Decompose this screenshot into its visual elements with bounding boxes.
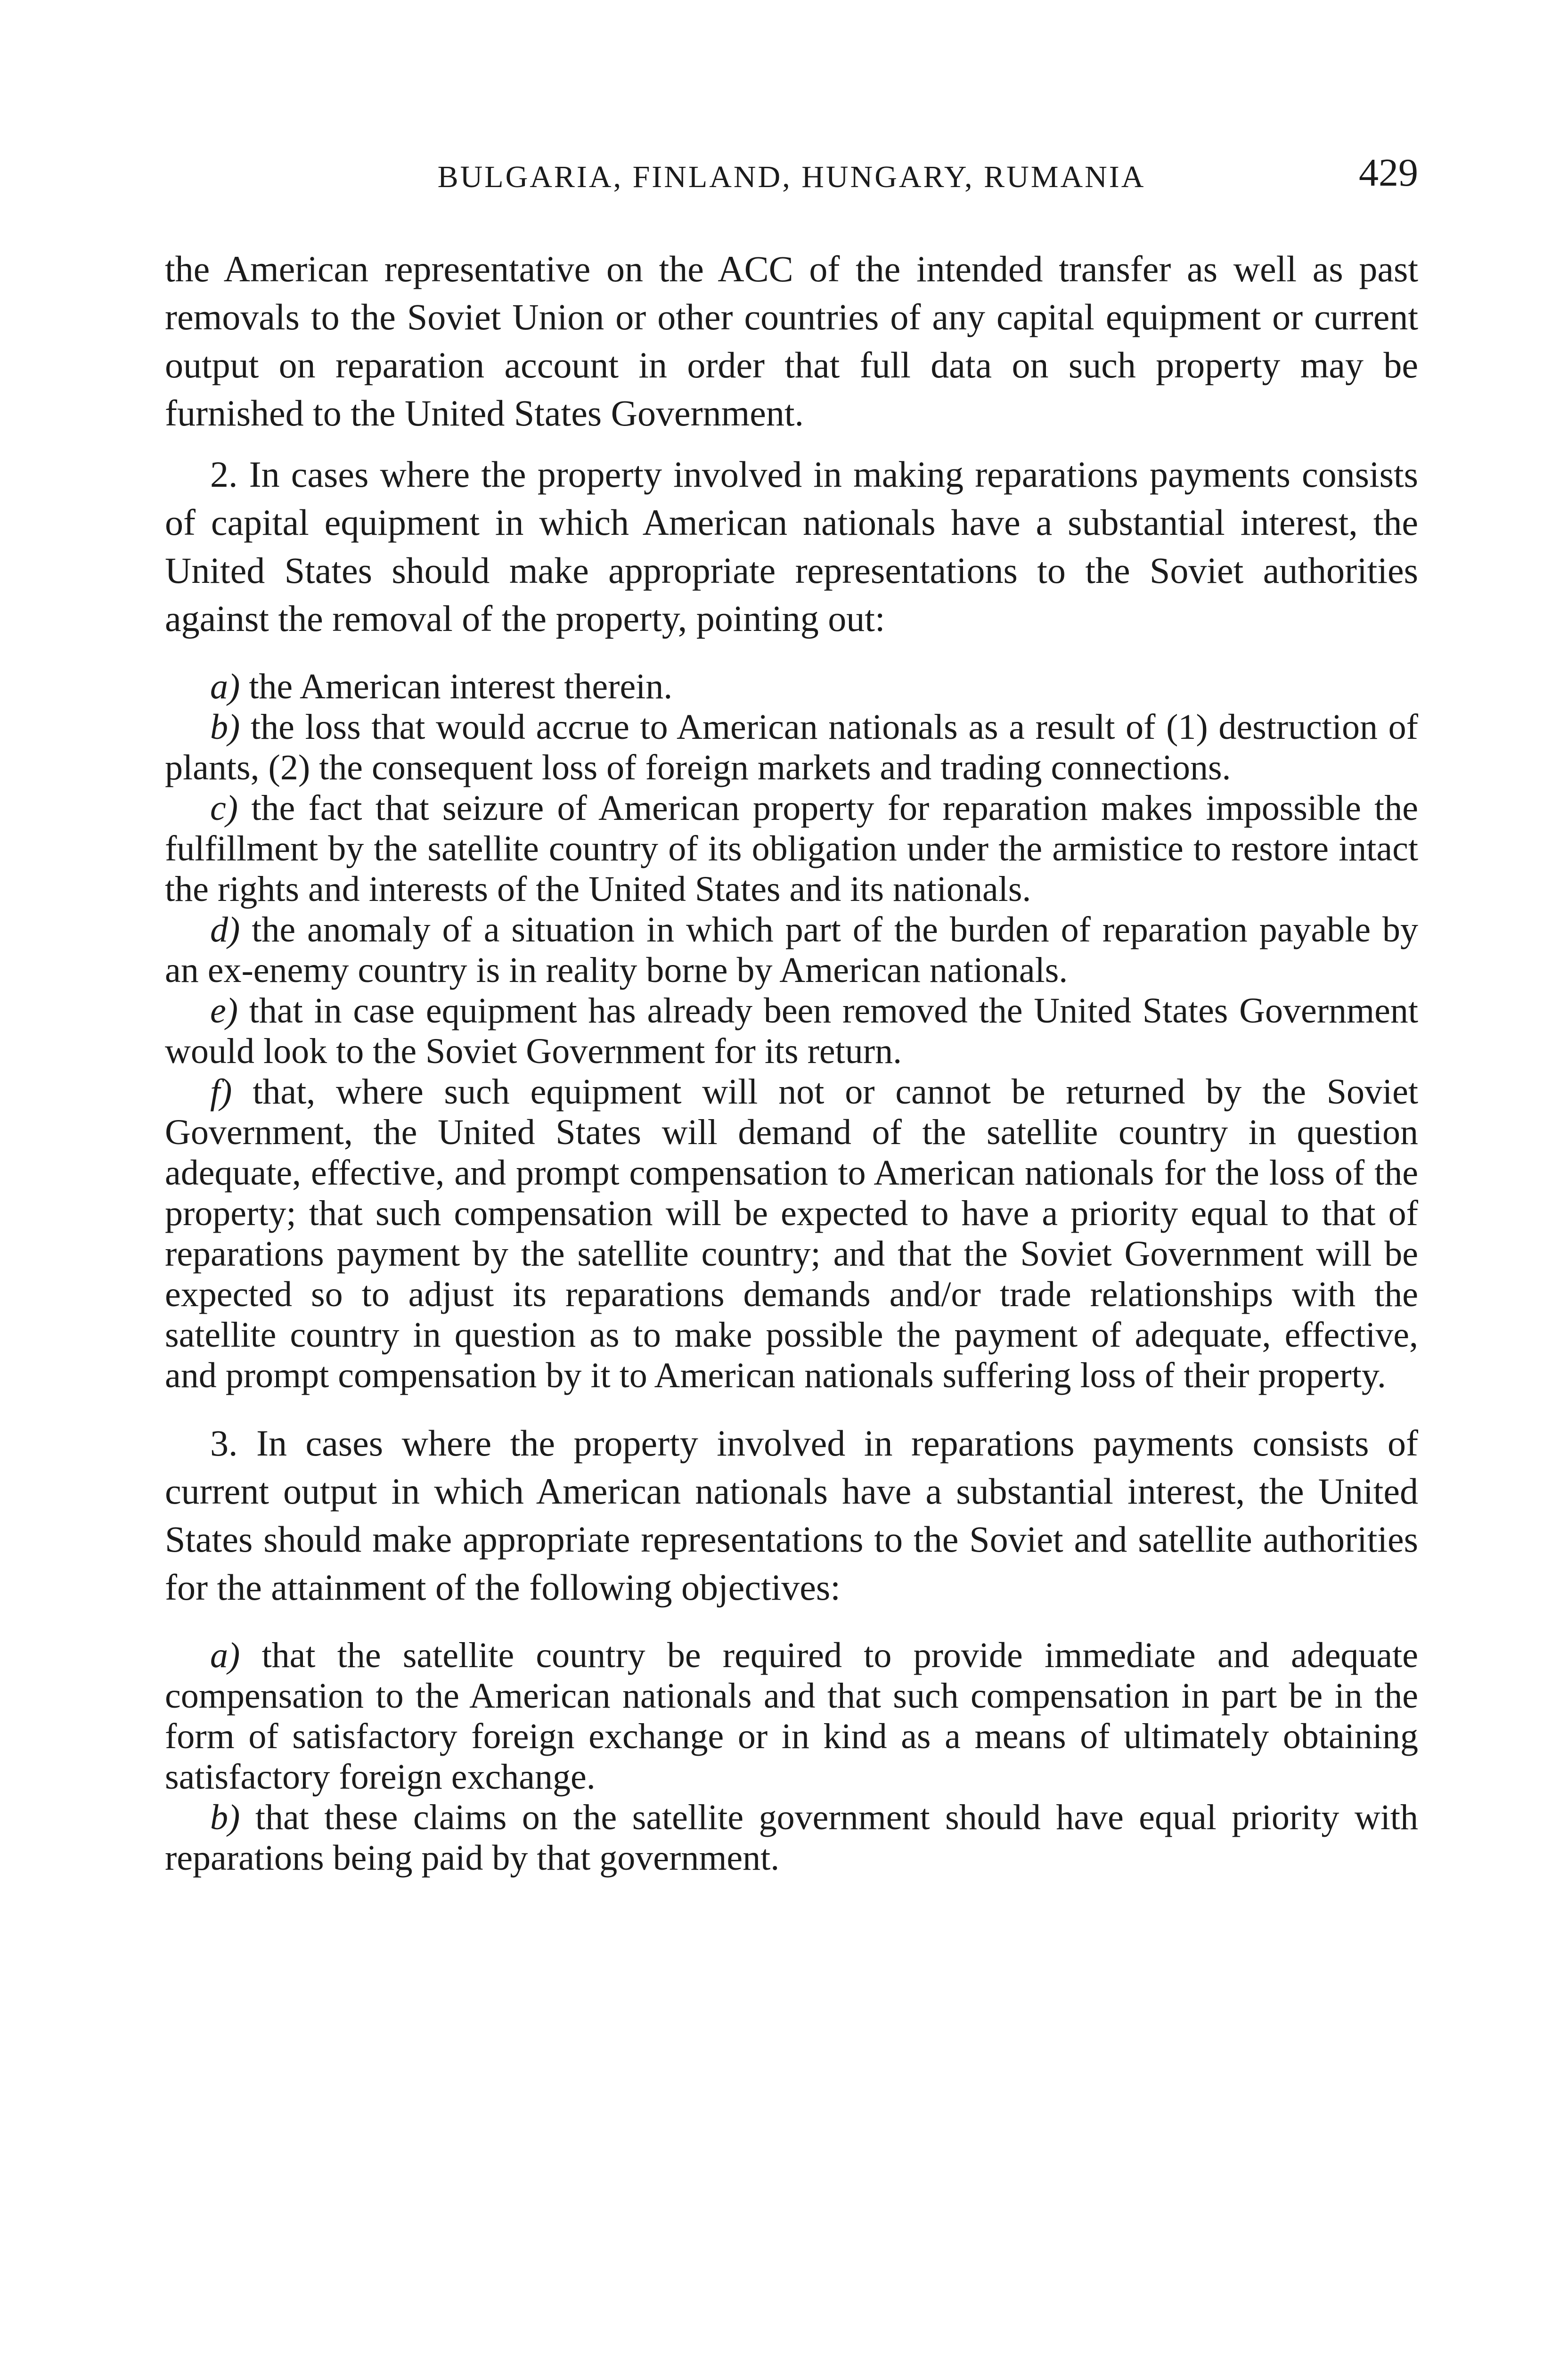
list-item-text: that, where such equipment will not or cannot be returned by the Soviet Government, the United States will demand of the satellite country in question adequate, effective, and prompt compensation to American nationals for the loss of the property; that such compensation will be expected to have a priority equal to that of reparations payment by the satellite country; and that the Soviet Government will be expected so to adjust its reparations demands and/or trade relationships with the satellite country in question as to make possible the payment of adequate, effective, and prompt compensation by it to American nationals suffering loss of their property. [165,1072,1419,1395]
list-capital-equipment [165,666,1418,1396]
paragraph-continuation: the American representative on the ACC of the intended transfer as well as past removals to the Soviet Union or other countries of any capital equipment or current output on reparation account in order that full data on such property may be furnished to the United States Government. [165,248,1418,434]
list-item [165,1635,1418,1797]
list-item-text: the fact that seizure of American property for reparation makes impossible the fulfillment by the satellite country of its obligation under the armistice to restore intact the rights and interests of the United States and its nationals. [165,788,1419,909]
list-item-label: b) [210,707,240,747]
list-item [165,788,1418,909]
list-item [165,1072,1418,1396]
list-item-label: b) [210,1798,240,1837]
list-item [165,1797,1418,1878]
list-item-label: e) [210,991,238,1031]
list-item-label: a) [210,1636,240,1675]
list-item-label: a) [210,667,240,706]
list-item [165,909,1418,990]
list-item-text: the loss that would accrue to American nationals as a result of (1) destruction of plants, (2) the consequent loss of foreign markets and trading connections. [165,707,1418,787]
page-content [165,245,1418,1878]
list-item [165,990,1418,1072]
list-item-text: that these claims on the satellite government should have equal priority with reparations being paid by that government. [165,1798,1418,1878]
paragraph-3: 3. In cases where the property involved in reparations payments consists of current output in which American nationals have a substantial interest, the United States should make appropriate representations to the Soviet and satellite authorities for the attainment of the following objectives: [165,1423,1418,1608]
list-item-text: that in case equipment has already been removed the United States Government would look to the Soviet Government for its return. [165,991,1419,1071]
list-item-label: c) [210,788,238,828]
list-item-text: the American interest therein. [249,667,673,706]
list-item-label: f) [210,1072,232,1112]
page-number: 429 [1359,151,1418,195]
list-item [165,707,1418,788]
list-item [165,666,1418,707]
list-item-text: that the satellite country be required to provide immediate and adequate compensation to the American nationals and that such compensation in part be in the form of satisfactory foreign exchange or in kind as a means of ultimately obtaining satisfactory foreign exchange. [165,1636,1419,1797]
running-head: BULGARIA, FINLAND, HUNGARY, RUMANIA [437,160,1146,194]
list-item-text: the anomaly of a situation in which part of the burden of reparation payable by an ex-enemy country is in reality borne by American nationals. [165,910,1418,990]
list-current-output [165,1635,1418,1878]
list-item-label: d) [210,910,240,949]
paragraph-2: 2. In cases where the property involved in making reparations payments consists of capital equipment in which American nationals have a substantial interest, the United States should make appropriate representations to the Soviet authorities against the removal of the property, pointing out: [165,454,1418,639]
page-header [165,150,1418,202]
